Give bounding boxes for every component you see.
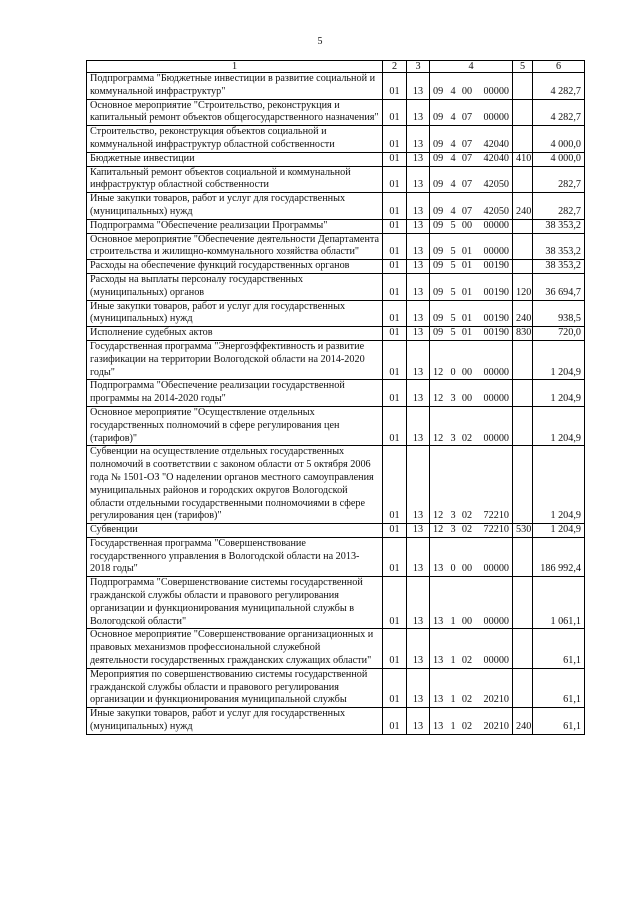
code-part: 13 bbox=[433, 721, 444, 733]
amount: 1 204,9 bbox=[533, 446, 585, 524]
amount: 38 353,2 bbox=[533, 219, 585, 233]
target-article-parts bbox=[433, 367, 509, 380]
target-article-code bbox=[430, 668, 513, 707]
section-code: 01 bbox=[383, 260, 407, 274]
amount: 186 992,4 bbox=[533, 537, 585, 576]
table-row bbox=[87, 166, 585, 193]
code-part: 1 bbox=[450, 694, 456, 706]
amount: 38 353,2 bbox=[533, 233, 585, 260]
amount: 720,0 bbox=[533, 327, 585, 341]
section-code: 01 bbox=[383, 668, 407, 707]
target-article-parts bbox=[433, 433, 509, 446]
code-part: 09 bbox=[433, 327, 444, 339]
item-name: Государственная программа "Энергоэффективность и развитие газификации на территории Вологодской области на 2014-2020 годы" bbox=[87, 340, 383, 379]
expense-type-code: 240 bbox=[513, 300, 533, 327]
target-article-parts bbox=[433, 563, 509, 576]
section-code: 01 bbox=[383, 380, 407, 407]
code-part: 09 bbox=[433, 152, 444, 164]
section-code: 01 bbox=[383, 300, 407, 327]
code-part: 09 bbox=[433, 246, 444, 258]
code-part: 5 bbox=[450, 327, 456, 339]
target-article-code bbox=[430, 219, 513, 233]
table-row bbox=[87, 537, 585, 576]
target-article-code bbox=[430, 406, 513, 445]
amount: 282,7 bbox=[533, 166, 585, 193]
code-part: 02 bbox=[461, 721, 473, 733]
section-code: 01 bbox=[383, 219, 407, 233]
code-part: 00 bbox=[461, 563, 473, 575]
subsection-code: 13 bbox=[407, 446, 430, 524]
target-article-parts bbox=[433, 524, 509, 537]
target-article-code bbox=[430, 340, 513, 379]
code-part: 07 bbox=[461, 152, 473, 164]
code-part: 09 bbox=[433, 219, 444, 231]
code-part: 00000 bbox=[483, 655, 509, 667]
code-part: 00000 bbox=[483, 615, 509, 627]
code-part: 5 bbox=[450, 246, 456, 258]
table-row bbox=[87, 73, 585, 100]
table-row bbox=[87, 99, 585, 126]
target-article-code bbox=[430, 273, 513, 300]
subsection-code: 13 bbox=[407, 166, 430, 193]
subsection-code: 13 bbox=[407, 537, 430, 576]
target-article-parts bbox=[433, 112, 509, 125]
code-part: 00000 bbox=[483, 366, 509, 378]
code-part: 13 bbox=[433, 694, 444, 706]
column-header: 5 bbox=[513, 61, 533, 73]
column-header: 2 bbox=[383, 61, 407, 73]
subsection-code: 13 bbox=[407, 340, 430, 379]
expense-type-code: 530 bbox=[513, 524, 533, 538]
expense-type-code bbox=[513, 219, 533, 233]
target-article-parts bbox=[433, 206, 509, 219]
code-part: 1 bbox=[450, 655, 456, 667]
code-part: 00190 bbox=[483, 313, 509, 325]
code-part: 5 bbox=[450, 260, 456, 272]
target-article-parts bbox=[433, 655, 509, 668]
target-article-code bbox=[430, 577, 513, 629]
amount: 4 000,0 bbox=[533, 152, 585, 166]
code-part: 13 bbox=[433, 655, 444, 667]
section-code: 01 bbox=[383, 152, 407, 166]
expense-type-code bbox=[513, 166, 533, 193]
target-article-code bbox=[430, 300, 513, 327]
code-part: 09 bbox=[433, 205, 444, 217]
code-part: 00 bbox=[461, 219, 473, 231]
code-part: 42040 bbox=[483, 152, 509, 164]
section-code: 01 bbox=[383, 166, 407, 193]
subsection-code: 13 bbox=[407, 327, 430, 341]
column-header: 4 bbox=[430, 61, 513, 73]
target-article-parts bbox=[433, 139, 509, 152]
item-name: Основное мероприятие "Строительство, реконструкция и капитальный ремонт объектов общегосударственного назначения" bbox=[87, 99, 383, 126]
item-name: Государственная программа "Совершенствование государственного управления в Вологодской области на 2013-2018 годы" bbox=[87, 537, 383, 576]
target-article-parts bbox=[433, 721, 509, 734]
amount: 4 282,7 bbox=[533, 73, 585, 100]
target-article-parts bbox=[433, 510, 509, 523]
target-article-code bbox=[430, 446, 513, 524]
code-part: 0 bbox=[450, 563, 456, 575]
subsection-code: 13 bbox=[407, 152, 430, 166]
table-row bbox=[87, 152, 585, 166]
target-article-code bbox=[430, 166, 513, 193]
code-part: 3 bbox=[450, 393, 456, 405]
code-part: 00190 bbox=[483, 260, 509, 272]
code-part: 01 bbox=[461, 327, 473, 339]
amount: 61,1 bbox=[533, 708, 585, 735]
code-part: 01 bbox=[461, 246, 473, 258]
code-part: 00000 bbox=[483, 393, 509, 405]
table-row bbox=[87, 340, 585, 379]
code-part: 5 bbox=[450, 219, 456, 231]
code-part: 0 bbox=[450, 366, 456, 378]
section-code: 01 bbox=[383, 193, 407, 220]
code-part: 3 bbox=[450, 432, 456, 444]
code-part: 00000 bbox=[483, 563, 509, 575]
table-row bbox=[87, 524, 585, 538]
code-part: 02 bbox=[461, 432, 473, 444]
item-name: Расходы на обеспечение функций государственных органов bbox=[87, 260, 383, 274]
target-article-parts bbox=[433, 287, 509, 300]
code-part: 20210 bbox=[483, 721, 509, 733]
target-article-parts bbox=[433, 246, 509, 259]
section-code: 01 bbox=[383, 73, 407, 100]
code-part: 09 bbox=[433, 138, 444, 150]
expense-type-code bbox=[513, 577, 533, 629]
target-article-parts bbox=[433, 393, 509, 406]
expense-type-code bbox=[513, 73, 533, 100]
code-part: 07 bbox=[461, 138, 473, 150]
expense-type-code: 240 bbox=[513, 193, 533, 220]
item-name: Иные закупки товаров, работ и услуг для государственных (муниципальных) нужд bbox=[87, 300, 383, 327]
table-row bbox=[87, 327, 585, 341]
table-row bbox=[87, 668, 585, 707]
table-row bbox=[87, 233, 585, 260]
table-row bbox=[87, 406, 585, 445]
subsection-code: 13 bbox=[407, 99, 430, 126]
table-row bbox=[87, 446, 585, 524]
item-name: Капитальный ремонт объектов социальной и коммунальной инфраструктур областной собственности bbox=[87, 166, 383, 193]
subsection-code: 13 bbox=[407, 219, 430, 233]
item-name: Мероприятия по совершенствованию системы государственной гражданской службы области и правового регулирования организации и функционирования муниципальной службы bbox=[87, 668, 383, 707]
section-code: 01 bbox=[383, 273, 407, 300]
subsection-code: 13 bbox=[407, 273, 430, 300]
target-article-parts bbox=[433, 86, 509, 99]
code-part: 12 bbox=[433, 524, 444, 536]
code-part: 42050 bbox=[483, 205, 509, 217]
expense-type-code bbox=[513, 99, 533, 126]
table-row bbox=[87, 273, 585, 300]
target-article-code bbox=[430, 327, 513, 341]
table-row bbox=[87, 126, 585, 153]
code-part: 09 bbox=[433, 260, 444, 272]
table-row bbox=[87, 380, 585, 407]
code-part: 02 bbox=[461, 510, 473, 522]
amount: 1 061,1 bbox=[533, 577, 585, 629]
code-part: 4 bbox=[450, 138, 456, 150]
expense-type-code bbox=[513, 380, 533, 407]
code-part: 72210 bbox=[483, 524, 509, 536]
code-part: 4 bbox=[450, 179, 456, 191]
amount: 38 353,2 bbox=[533, 260, 585, 274]
code-part: 07 bbox=[461, 112, 473, 124]
code-part: 12 bbox=[433, 432, 444, 444]
code-part: 00000 bbox=[483, 219, 509, 231]
amount: 1 204,9 bbox=[533, 380, 585, 407]
code-part: 09 bbox=[433, 286, 444, 298]
expense-type-code bbox=[513, 446, 533, 524]
section-code: 01 bbox=[383, 537, 407, 576]
code-part: 07 bbox=[461, 205, 473, 217]
table-row bbox=[87, 708, 585, 735]
amount: 282,7 bbox=[533, 193, 585, 220]
subsection-code: 13 bbox=[407, 668, 430, 707]
code-part: 00 bbox=[461, 366, 473, 378]
code-part: 09 bbox=[433, 313, 444, 325]
code-part: 00 bbox=[461, 85, 473, 97]
section-code: 01 bbox=[383, 340, 407, 379]
subsection-code: 13 bbox=[407, 629, 430, 668]
amount: 61,1 bbox=[533, 629, 585, 668]
section-code: 01 bbox=[383, 708, 407, 735]
subsection-code: 13 bbox=[407, 233, 430, 260]
code-part: 4 bbox=[450, 112, 456, 124]
code-part: 09 bbox=[433, 85, 444, 97]
item-name: Иные закупки товаров, работ и услуг для государственных (муниципальных) нужд bbox=[87, 193, 383, 220]
code-part: 12 bbox=[433, 393, 444, 405]
section-code: 01 bbox=[383, 233, 407, 260]
column-header: 1 bbox=[87, 61, 383, 73]
target-article-code bbox=[430, 524, 513, 538]
item-name: Исполнение судебных актов bbox=[87, 327, 383, 341]
code-part: 00000 bbox=[483, 246, 509, 258]
section-code: 01 bbox=[383, 577, 407, 629]
section-code: 01 bbox=[383, 99, 407, 126]
code-part: 4 bbox=[450, 205, 456, 217]
code-part: 09 bbox=[433, 179, 444, 191]
target-article-code bbox=[430, 233, 513, 260]
code-part: 72210 bbox=[483, 510, 509, 522]
item-name: Подпрограмма "Совершенствование системы государственной гражданской службы области и правового регулирования организации и функционирования муниципальной службы в Вологодской области" bbox=[87, 577, 383, 629]
item-name: Основное мероприятие "Совершенствование организационных и правовых механизмов профессиональной служебной деятельности государственных гражданских служащих области" bbox=[87, 629, 383, 668]
code-part: 12 bbox=[433, 366, 444, 378]
target-article-parts bbox=[433, 179, 509, 192]
target-article-code bbox=[430, 152, 513, 166]
code-part: 00 bbox=[461, 615, 473, 627]
code-part: 13 bbox=[433, 563, 444, 575]
item-name: Основное мероприятие "Осуществление отдельных государственных полномочий в сфере регулирования цен (тарифов)" bbox=[87, 406, 383, 445]
table-row bbox=[87, 193, 585, 220]
code-part: 42040 bbox=[483, 138, 509, 150]
item-name: Бюджетные инвестиции bbox=[87, 152, 383, 166]
target-article-code bbox=[430, 629, 513, 668]
target-article-parts bbox=[433, 327, 509, 340]
item-name: Субвенции bbox=[87, 524, 383, 538]
item-name: Субвенции на осуществление отдельных государственных полномочий в соответствии с законом области от 5 октября 2006 года № 1501-ОЗ "О наделении органов местного самоуправления муниципальных районов и городских округов Вологодской области отдельными государственными полномочиями в сфере регулирования цен (тарифов)" bbox=[87, 446, 383, 524]
amount: 36 694,7 bbox=[533, 273, 585, 300]
expense-type-code bbox=[513, 406, 533, 445]
table-row bbox=[87, 577, 585, 629]
expense-type-code: 410 bbox=[513, 152, 533, 166]
amount: 1 204,9 bbox=[533, 406, 585, 445]
code-part: 00000 bbox=[483, 432, 509, 444]
expense-type-code bbox=[513, 629, 533, 668]
code-part: 02 bbox=[461, 524, 473, 536]
code-part: 1 bbox=[450, 721, 456, 733]
target-article-code bbox=[430, 537, 513, 576]
target-article-code bbox=[430, 126, 513, 153]
expense-type-code bbox=[513, 537, 533, 576]
amount: 4 000,0 bbox=[533, 126, 585, 153]
amount: 1 204,9 bbox=[533, 524, 585, 538]
column-header: 6 bbox=[533, 61, 585, 73]
code-part: 00000 bbox=[483, 85, 509, 97]
table-row bbox=[87, 300, 585, 327]
subsection-code: 13 bbox=[407, 406, 430, 445]
code-part: 00000 bbox=[483, 112, 509, 124]
code-part: 5 bbox=[450, 313, 456, 325]
subsection-code: 13 bbox=[407, 577, 430, 629]
code-part: 09 bbox=[433, 112, 444, 124]
code-part: 3 bbox=[450, 524, 456, 536]
code-part: 00 bbox=[461, 393, 473, 405]
item-name: Подпрограмма "Обеспечение реализации государственной программы на 2014-2020 годы" bbox=[87, 380, 383, 407]
code-part: 02 bbox=[461, 694, 473, 706]
subsection-code: 13 bbox=[407, 260, 430, 274]
target-article-code bbox=[430, 260, 513, 274]
amount: 938,5 bbox=[533, 300, 585, 327]
page-number: 5 bbox=[317, 36, 323, 47]
subsection-code: 13 bbox=[407, 380, 430, 407]
target-article-parts bbox=[433, 694, 509, 707]
subsection-code: 13 bbox=[407, 126, 430, 153]
item-name: Иные закупки товаров, работ и услуг для государственных (муниципальных) нужд bbox=[87, 708, 383, 735]
header-row bbox=[87, 61, 585, 73]
target-article-parts bbox=[433, 260, 509, 273]
item-name: Подпрограмма "Обеспечение реализации Программы" bbox=[87, 219, 383, 233]
budget-table bbox=[86, 60, 585, 735]
item-name: Основное мероприятие "Обеспечение деятельности Департамента строительства и жилищно-коммунального хозяйства области" bbox=[87, 233, 383, 260]
code-part: 1 bbox=[450, 615, 456, 627]
code-part: 02 bbox=[461, 655, 473, 667]
target-article-parts bbox=[433, 313, 509, 326]
amount: 4 282,7 bbox=[533, 99, 585, 126]
subsection-code: 13 bbox=[407, 193, 430, 220]
section-code: 01 bbox=[383, 524, 407, 538]
item-name: Подпрограмма "Бюджетные инвестиции в развитие социальной и коммунальной инфраструктур" bbox=[87, 73, 383, 100]
section-code: 01 bbox=[383, 629, 407, 668]
code-part: 4 bbox=[450, 85, 456, 97]
expense-type-code bbox=[513, 233, 533, 260]
subsection-code: 13 bbox=[407, 708, 430, 735]
column-header: 3 bbox=[407, 61, 430, 73]
subsection-code: 13 bbox=[407, 524, 430, 538]
target-article-parts bbox=[433, 153, 509, 166]
code-part: 3 bbox=[450, 510, 456, 522]
section-code: 01 bbox=[383, 126, 407, 153]
table-row bbox=[87, 260, 585, 274]
code-part: 12 bbox=[433, 510, 444, 522]
expense-type-code bbox=[513, 126, 533, 153]
target-article-parts bbox=[433, 616, 509, 629]
expense-type-code: 120 bbox=[513, 273, 533, 300]
item-name: Строительство, реконструкция объектов социальной и коммунальной инфраструктур областной собственности bbox=[87, 126, 383, 153]
target-article-code bbox=[430, 99, 513, 126]
expense-type-code: 240 bbox=[513, 708, 533, 735]
code-part: 01 bbox=[461, 313, 473, 325]
target-article-code bbox=[430, 708, 513, 735]
code-part: 13 bbox=[433, 615, 444, 627]
target-article-parts bbox=[433, 220, 509, 233]
code-part: 00190 bbox=[483, 327, 509, 339]
item-name: Расходы на выплаты персоналу государственных (муниципальных) органов bbox=[87, 273, 383, 300]
code-part: 20210 bbox=[483, 694, 509, 706]
target-article-code bbox=[430, 380, 513, 407]
section-code: 01 bbox=[383, 406, 407, 445]
subsection-code: 13 bbox=[407, 73, 430, 100]
target-article-code bbox=[430, 193, 513, 220]
expense-type-code bbox=[513, 260, 533, 274]
code-part: 00190 bbox=[483, 286, 509, 298]
code-part: 01 bbox=[461, 260, 473, 272]
code-part: 01 bbox=[461, 286, 473, 298]
table-row bbox=[87, 219, 585, 233]
section-code: 01 bbox=[383, 327, 407, 341]
code-part: 5 bbox=[450, 286, 456, 298]
code-part: 07 bbox=[461, 179, 473, 191]
code-part: 4 bbox=[450, 152, 456, 164]
amount: 1 204,9 bbox=[533, 340, 585, 379]
code-part: 42050 bbox=[483, 179, 509, 191]
expense-type-code bbox=[513, 668, 533, 707]
expense-type-code bbox=[513, 340, 533, 379]
table-row bbox=[87, 629, 585, 668]
expense-type-code: 830 bbox=[513, 327, 533, 341]
amount: 61,1 bbox=[533, 668, 585, 707]
target-article-code bbox=[430, 73, 513, 100]
subsection-code: 13 bbox=[407, 300, 430, 327]
section-code: 01 bbox=[383, 446, 407, 524]
